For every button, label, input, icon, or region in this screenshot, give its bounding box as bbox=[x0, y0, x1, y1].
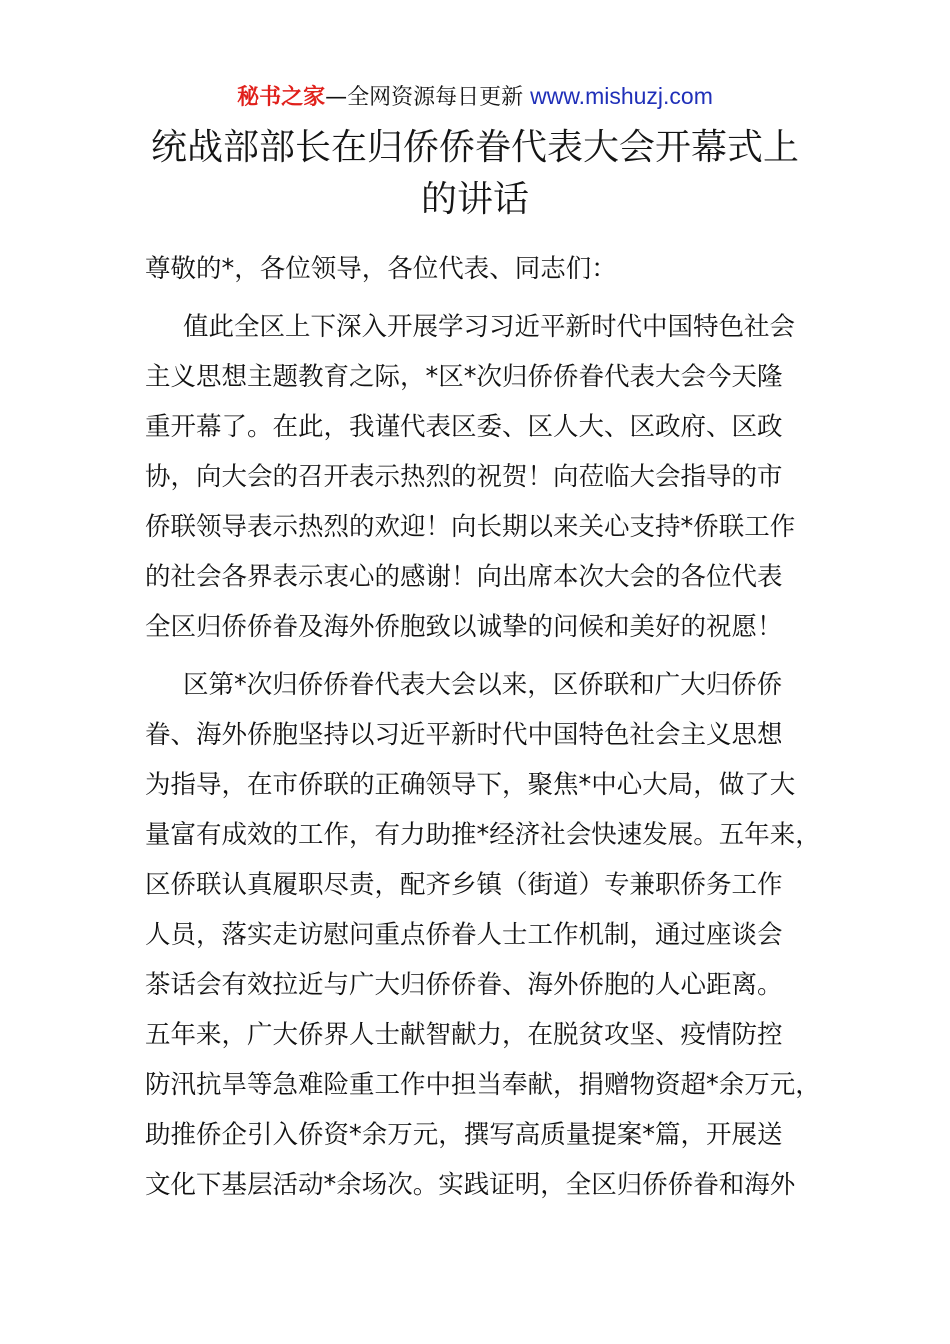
paragraph-line: 五年来，广大侨界人士献智献力，在脱贫攻坚、疫情防控 bbox=[145, 1020, 783, 1050]
paragraph-line: 防汛抗旱等急难险重工作中担当奉献，捐赠物资超*余万元， bbox=[145, 1070, 821, 1100]
paragraph-line: 值此全区上下深入开展学习习近平新时代中国特色社会 bbox=[183, 312, 796, 342]
paragraph-line: 茶话会有效拉近与广大归侨侨眷、海外侨胞的人心距离。 bbox=[145, 970, 783, 1000]
paragraph-line: 眷、海外侨胞坚持以习近平新时代中国特色社会主义思想 bbox=[145, 720, 783, 750]
title-line: 的讲话 bbox=[420, 179, 529, 220]
paragraph-line: 主义思想主题教育之际，*区*次归侨侨眷代表大会今天隆 bbox=[145, 362, 783, 392]
paragraph-line: 文化下基层活动*余场次。实践证明，全区归侨侨眷和海外 bbox=[145, 1170, 796, 1200]
document-body bbox=[145, 244, 835, 1218]
banner-url-link[interactable]: www.mishuzj.com bbox=[530, 83, 713, 109]
paragraph bbox=[145, 302, 835, 652]
paragraph-line: 为指导，在市侨联的正确领导下，聚焦*中心大局，做了大 bbox=[145, 770, 796, 800]
paragraph-line: 区第*次归侨侨眷代表大会以来，区侨联和广大归侨侨 bbox=[183, 670, 783, 700]
document-title bbox=[120, 122, 830, 226]
paragraph-line: 助推侨企引入侨资*余万元，撰写高质量提案*篇，开展送 bbox=[145, 1120, 783, 1150]
banner-brand: 秘书之家 bbox=[237, 85, 326, 110]
paragraph-line: 重开幕了。在此，我谨代表区委、区人大、区政府、区政 bbox=[145, 412, 783, 442]
paragraph-line: 区侨联认真履职尽责，配齐乡镇（街道）专兼职侨务工作 bbox=[145, 870, 783, 900]
paragraph-line: 侨联领导表示热烈的欢迎！向长期以来关心支持*侨联工作 bbox=[145, 512, 796, 542]
site-banner bbox=[0, 80, 950, 114]
paragraph-line: 人员，落实走访慰问重点侨眷人士工作机制，通过座谈会 bbox=[145, 920, 783, 950]
title-line: 统战部部长在归侨侨眷代表大会开幕式上 bbox=[150, 127, 799, 168]
paragraph-line: 全区归侨侨眷及海外侨胞致以诚挚的问候和美好的祝愿！ bbox=[145, 612, 783, 642]
salutation: 尊敬的*，各位领导，各位代表、同志们： bbox=[145, 254, 617, 284]
paragraph-line: 的社会各界表示衷心的感谢！向出席本次大会的各位代表 bbox=[145, 562, 783, 592]
banner-tagline: —全网资源每日更新 bbox=[325, 85, 531, 110]
paragraph-line: 量富有成效的工作，有力助推*经济社会快速发展。五年来， bbox=[145, 820, 821, 850]
paragraph-line: 协，向大会的召开表示热烈的祝贺！向莅临大会指导的市 bbox=[145, 462, 783, 492]
paragraph bbox=[145, 660, 835, 1210]
